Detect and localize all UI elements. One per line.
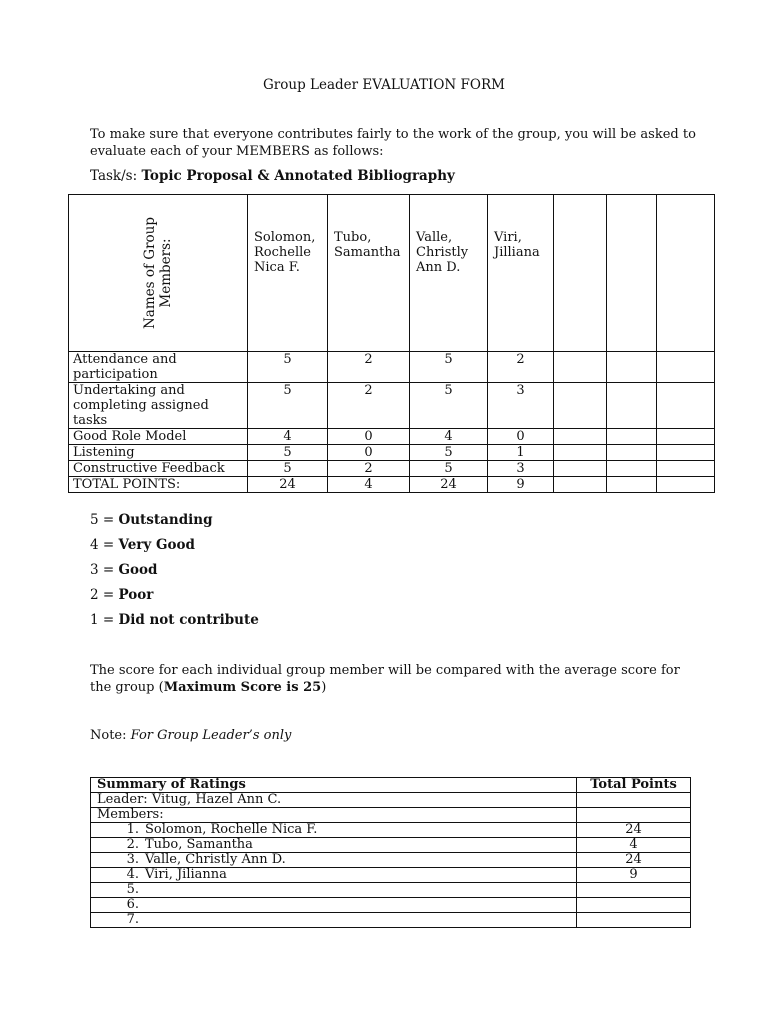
criteria-label: Good Role Model — [69, 429, 248, 445]
score-cell — [554, 461, 607, 477]
evaluation-table — [68, 194, 715, 493]
member-name-line: Samantha — [334, 245, 401, 260]
criteria-row — [69, 352, 715, 383]
scale-number: 4 = — [90, 537, 119, 553]
scale-item — [90, 562, 157, 578]
summary-table — [90, 777, 691, 928]
criteria-label: Undertaking and completing assigned tasks — [69, 383, 248, 429]
member-index: 4. — [126, 867, 139, 882]
member-name: Solomon, Rochelle Nica F. — [145, 822, 318, 837]
score-cell: 5 — [410, 383, 488, 429]
score-cell: 4 — [328, 477, 410, 493]
score-cell: 24 — [248, 477, 328, 493]
score-cell: 5 — [410, 352, 488, 383]
summary-points-cell — [577, 898, 691, 913]
note-text: For Group Leader’s only — [130, 728, 292, 743]
criteria-label: Listening — [69, 445, 248, 461]
member-index: 6. — [126, 897, 139, 912]
member-index: 7. — [126, 912, 139, 927]
criteria-row — [69, 461, 715, 477]
member-name-line: Solomon, — [254, 230, 316, 245]
member-names-row — [69, 195, 715, 352]
scale-item — [90, 537, 195, 553]
member-name-line: Nica F. — [254, 260, 300, 275]
score-cell — [554, 445, 607, 461]
member-name: Viri, Jilianna — [145, 867, 227, 882]
score-cell: 24 — [410, 477, 488, 493]
summary-label-cell: Leader: Vitug, Hazel Ann C. — [91, 793, 577, 808]
criteria-label: Constructive Feedback — [69, 461, 248, 477]
score-cell — [657, 352, 715, 383]
summary-row — [91, 778, 691, 793]
member-name: Valle, Christly Ann D. — [145, 852, 286, 867]
summary-points-cell: 9 — [577, 868, 691, 883]
task-label: Task/s: — [90, 168, 142, 184]
summary-points-cell: 24 — [577, 853, 691, 868]
summary-points-cell — [577, 913, 691, 928]
summary-points-cell — [577, 808, 691, 823]
member-index: 2. — [126, 837, 139, 852]
member-name-cell — [248, 195, 328, 352]
scale-label: Outstanding — [118, 512, 213, 528]
criteria-row — [69, 383, 715, 429]
summary-row — [91, 808, 691, 823]
score-cell: 4 — [410, 429, 488, 445]
score-cell — [657, 461, 715, 477]
summary-label-cell: Summary of Ratings — [91, 778, 577, 793]
score-cell — [607, 445, 657, 461]
summary-label-cell — [91, 853, 577, 868]
member-name-line: Rochelle — [254, 245, 311, 260]
score-cell — [607, 383, 657, 429]
summary-row — [91, 913, 691, 928]
score-cell — [607, 477, 657, 493]
score-cell: 9 — [488, 477, 554, 493]
score-cell — [554, 383, 607, 429]
score-cell: 5 — [248, 352, 328, 383]
summary-row — [91, 823, 691, 838]
summary-label-cell — [91, 838, 577, 853]
task-value: Topic Proposal & Annotated Bibliography — [141, 168, 455, 184]
member-name-line: Ann D. — [416, 260, 461, 275]
member-name-cell — [554, 195, 607, 352]
member-name-line: Tubo, — [334, 230, 372, 245]
score-cell — [554, 352, 607, 383]
score-cell: 0 — [488, 429, 554, 445]
summary-row — [91, 898, 691, 913]
score-cell — [554, 477, 607, 493]
summary-label-cell: Members: — [91, 808, 577, 823]
intro-text: To make sure that everyone contributes fairly to the work of the group, you will be asked to evaluate each of your MEMBERS as follows: — [90, 127, 696, 159]
scale-number: 2 = — [90, 587, 119, 603]
names-header-cell — [69, 195, 248, 352]
member-name-line: Valle, — [416, 230, 453, 245]
score-cell: 4 — [248, 429, 328, 445]
score-cell: 5 — [410, 445, 488, 461]
member-name-line: Jilliana — [494, 245, 540, 260]
note-label: Note: — [90, 728, 131, 743]
member-name-cell — [657, 195, 715, 352]
scale-number: 5 = — [90, 512, 119, 528]
score-cell: 3 — [488, 383, 554, 429]
score-cell: 5 — [248, 383, 328, 429]
member-index: 5. — [126, 882, 139, 897]
names-header-label: Names of Group Members: — [142, 217, 174, 329]
summary-row — [91, 868, 691, 883]
summary-points-cell: 4 — [577, 838, 691, 853]
criteria-label: Attendance and participation — [69, 352, 248, 383]
criteria-row — [69, 429, 715, 445]
member-name-cell — [488, 195, 554, 352]
note — [90, 728, 291, 743]
criteria-row — [69, 477, 715, 493]
member-name-line: Viri, — [494, 230, 522, 245]
score-cell — [554, 429, 607, 445]
score-cell — [657, 383, 715, 429]
summary-points-cell — [577, 883, 691, 898]
score-cell: 2 — [328, 352, 410, 383]
scale-number: 1 = — [90, 612, 119, 628]
score-cell: 5 — [410, 461, 488, 477]
task-line — [90, 168, 455, 184]
score-cell — [607, 461, 657, 477]
summary-label-cell — [91, 868, 577, 883]
scale-label: Did not contribute — [118, 612, 259, 628]
score-cell — [607, 352, 657, 383]
summary-label-cell — [91, 898, 577, 913]
summary-row — [91, 853, 691, 868]
criteria-row — [69, 445, 715, 461]
summary-row — [91, 793, 691, 808]
summary-row — [91, 838, 691, 853]
summary-label-cell — [91, 883, 577, 898]
score-cell — [607, 429, 657, 445]
member-index: 1. — [126, 822, 139, 837]
score-cell — [657, 477, 715, 493]
member-name-cell — [328, 195, 410, 352]
summary-label-cell — [91, 913, 577, 928]
member-name-cell — [607, 195, 657, 352]
scale-label: Good — [118, 562, 158, 578]
summary-points-cell: 24 — [577, 823, 691, 838]
score-cell: 2 — [328, 461, 410, 477]
scale-item — [90, 587, 153, 603]
score-cell: 5 — [248, 445, 328, 461]
scale-item — [90, 612, 259, 628]
member-index: 3. — [126, 852, 139, 867]
summary-points-cell: Total Points — [577, 778, 691, 793]
member-name-cell — [410, 195, 488, 352]
criteria-label: TOTAL POINTS: — [69, 477, 248, 493]
member-name: Tubo, Samantha — [145, 837, 253, 852]
score-cell: 5 — [248, 461, 328, 477]
member-name-line: Christly — [416, 245, 469, 260]
scale-label: Very Good — [118, 537, 195, 553]
score-cell: 0 — [328, 429, 410, 445]
scale-number: 3 = — [90, 562, 119, 578]
score-cell: 3 — [488, 461, 554, 477]
comparison-text: The score for each individual group member will be compared with the average score for the group (Maximum Score is 25) — [90, 663, 680, 695]
score-cell: 2 — [488, 352, 554, 383]
form-title: Group Leader EVALUATION FORM — [263, 77, 505, 93]
summary-points-cell — [577, 793, 691, 808]
summary-row — [91, 883, 691, 898]
summary-label-cell — [91, 823, 577, 838]
max-score: Maximum Score is 25 — [163, 680, 322, 695]
score-cell: 2 — [328, 383, 410, 429]
scale-label: Poor — [118, 587, 154, 603]
score-cell: 1 — [488, 445, 554, 461]
scale-item — [90, 512, 213, 528]
score-cell — [657, 429, 715, 445]
score-cell: 0 — [328, 445, 410, 461]
score-cell — [657, 445, 715, 461]
